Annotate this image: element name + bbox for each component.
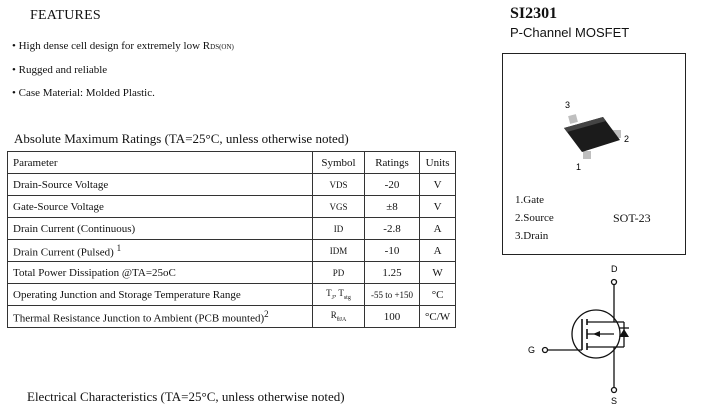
pin-source: 2.Source <box>515 212 554 224</box>
unit-cell: V <box>420 196 456 218</box>
footnote-marker: 1 <box>116 242 122 253</box>
rds-subscript: DS(ON) <box>210 43 234 51</box>
part-number: SI2301 <box>510 5 558 22</box>
pin-gate: 1.Gate <box>515 194 545 206</box>
features-list <box>12 35 234 105</box>
rating-cell: 1.25 <box>365 262 420 284</box>
header-units: Units <box>420 152 456 174</box>
header-symbol: Symbol <box>313 152 365 174</box>
parameter-cell: Thermal Resistance Junction to Ambient (PCB mounted)$^2$ <box>8 306 313 328</box>
rating-cell: 100 <box>365 306 420 328</box>
mosfet-symbol <box>520 262 640 412</box>
rating-cell: ±8 <box>365 196 420 218</box>
parameter-cell: Total Power Dissipation @TA=25oC <box>8 262 313 284</box>
unit-cell: °C/W <box>420 306 456 328</box>
unit-cell: A <box>420 218 456 240</box>
package-name: SOT-23 <box>613 211 651 225</box>
parameter-cell: Drain Current (Pulsed) $^1$ <box>8 240 313 262</box>
table-row <box>8 306 456 328</box>
symbol-cell: $R_{\theta JA}$ <box>313 306 365 328</box>
pin-number-1: 1 <box>576 162 582 172</box>
header-ratings: Ratings <box>365 152 420 174</box>
table-row <box>8 240 456 262</box>
table-row <box>8 284 456 306</box>
symbol-cell: ID <box>313 218 365 240</box>
feature-item: • Case Material: Molded Plastic. <box>12 87 155 99</box>
body-arrow-icon <box>593 331 600 337</box>
rating-cell: -20 <box>365 174 420 196</box>
rating-cell: -55 to +150 <box>365 284 420 306</box>
parameter-cell: Drain Current (Continuous) <box>8 218 313 240</box>
part-description: P-Channel MOSFET <box>510 25 630 40</box>
gate-label: G <box>528 345 536 355</box>
unit-cell: A <box>420 240 456 262</box>
drain-label: D <box>611 264 618 274</box>
parameter-cell: Drain-Source Voltage <box>8 174 313 196</box>
parameter-cell: Operating Junction and Storage Temperature Range <box>8 284 313 306</box>
pin-drain: 3.Drain <box>515 230 549 242</box>
footnote-marker: 2 <box>264 308 269 319</box>
unit-cell: W <box>420 262 456 284</box>
symbol-cell: $T_J$, $T_{stg}$ <box>313 284 365 306</box>
source-label: S <box>611 396 618 406</box>
unit-cell: V <box>420 174 456 196</box>
electrical-characteristics-title: Electrical Characteristics (TA=25°C, unless otherwise noted) <box>27 389 345 404</box>
pin-number-2: 2 <box>624 134 630 144</box>
table-row <box>8 218 456 240</box>
feature-item: • High dense cell design for extremely low RDS(ON) <box>12 40 234 52</box>
absolute-max-title: Absolute Maximum Ratings (TA=25°C, unless otherwise noted) <box>14 131 349 146</box>
absolute-max-table <box>7 151 456 328</box>
table-row <box>8 174 456 196</box>
symbol-cell: VDS <box>313 174 365 196</box>
symbol-cell: IDM <box>313 240 365 262</box>
table-row <box>8 196 456 218</box>
pin-number-3: 3 <box>565 100 571 110</box>
features-title: FEATURES <box>30 8 101 23</box>
table-row <box>8 262 456 284</box>
pin-list <box>515 191 554 245</box>
symbol-cell: VGS <box>313 196 365 218</box>
feature-item: • Rugged and reliable <box>12 64 108 76</box>
parameter-cell: Gate-Source Voltage <box>8 196 313 218</box>
rating-cell: -10 <box>365 240 420 262</box>
header-parameter: Parameter <box>8 152 313 174</box>
unit-cell: °C <box>420 284 456 306</box>
table-header-row <box>8 152 456 174</box>
rating-cell: -2.8 <box>365 218 420 240</box>
symbol-cell: PD <box>313 262 365 284</box>
